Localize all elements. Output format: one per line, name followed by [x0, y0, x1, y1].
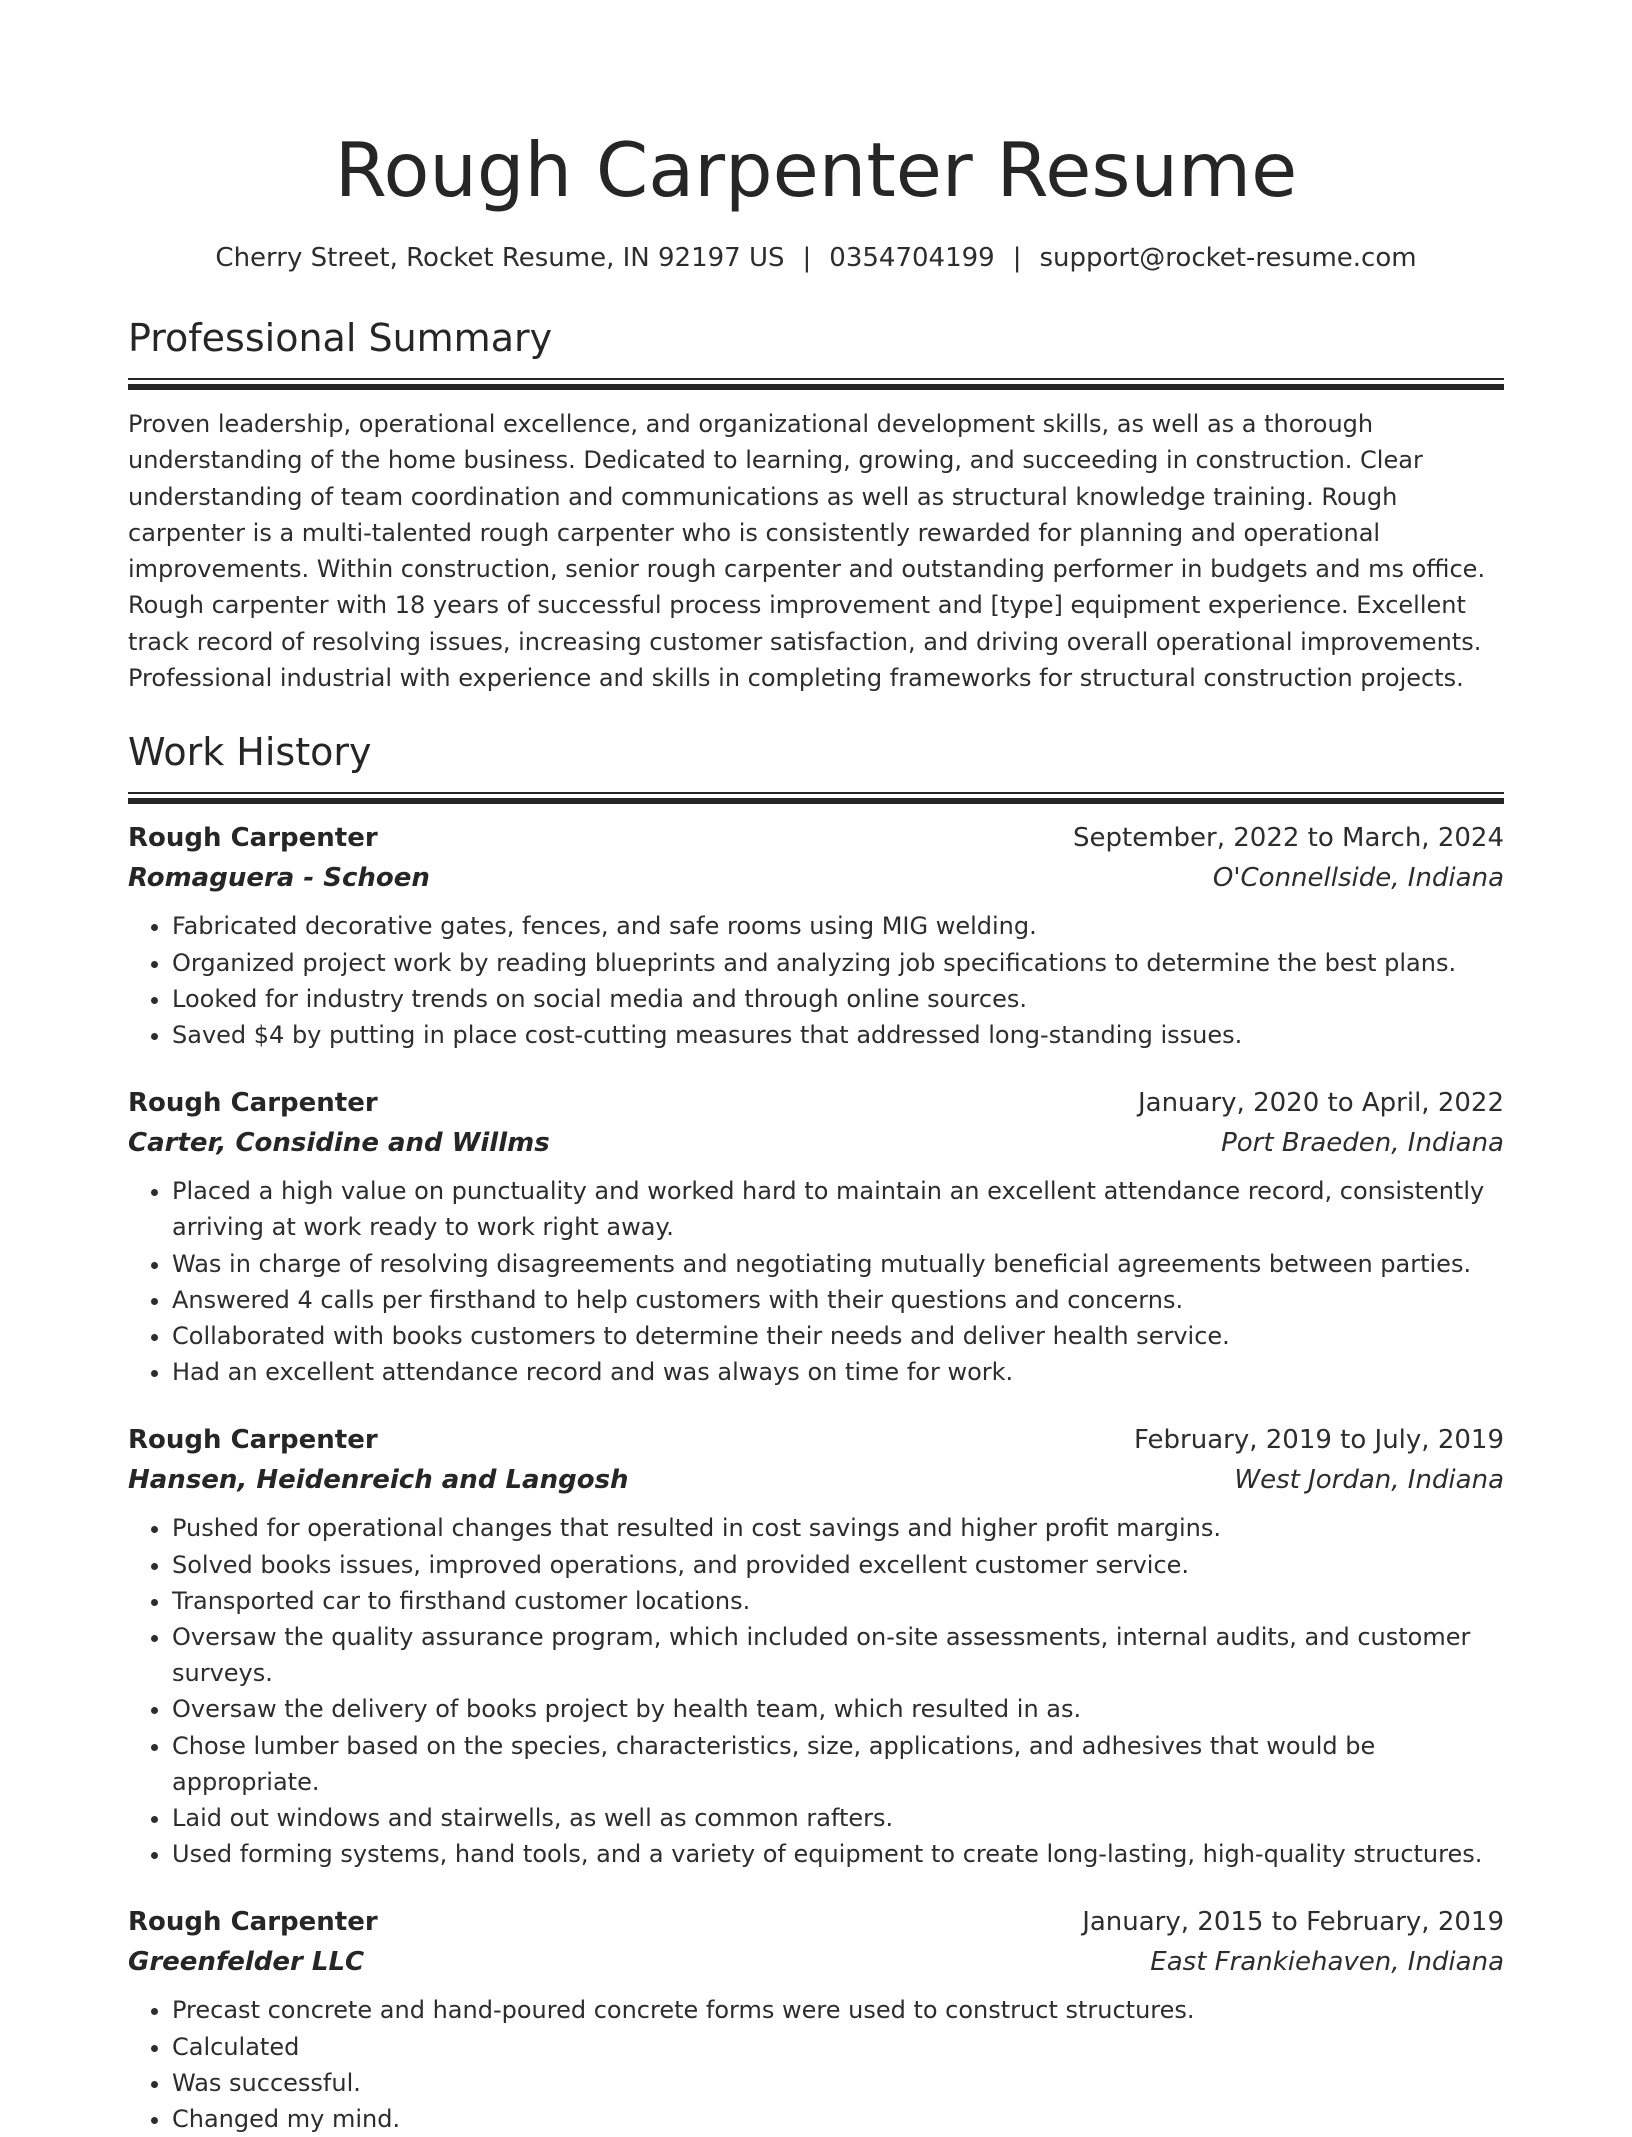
contact-email: support@rocket-resume.com — [1039, 243, 1417, 273]
job-company-row — [128, 858, 1504, 898]
work-history-section — [128, 726, 1504, 2137]
job-entry — [128, 818, 1504, 1053]
contact-separator: | — [802, 243, 812, 273]
job-bullet: • Looked for industry trends on social media and through online sources. — [172, 981, 1504, 1017]
job-title: Rough Carpenter — [128, 1425, 378, 1456]
job-company-row — [128, 1123, 1504, 1163]
job-title: Rough Carpenter — [128, 1088, 378, 1119]
page-title: Rough Carpenter Resume — [334, 126, 1298, 214]
contact-line — [128, 240, 1504, 276]
job-header-row — [128, 818, 1504, 858]
job-company-row — [128, 1942, 1504, 1982]
job-bullet: • Pushed for operational changes that resulted in cost savings and higher profit margins. — [172, 1510, 1504, 1546]
job-bullet: • Had an excellent attendance record and was always on time for work. — [172, 1354, 1504, 1390]
job-bullet: • Oversaw the delivery of books project by health team, which resulted in as. — [172, 1691, 1504, 1727]
job-location: West Jordan, Indiana — [1234, 1465, 1504, 1496]
job-company: Hansen, Heidenreich and Langosh — [128, 1465, 629, 1496]
job-bullet: • Placed a high value on punctuality and worked hard to maintain an excellent attendance record, consistently arriving at work ready to work right away. — [172, 1173, 1504, 1245]
contact-separator: | — [1012, 243, 1022, 273]
job-bullet: • Laid out windows and stairwells, as well as common rafters. — [172, 1800, 1504, 1836]
job-bullet: • Changed my mind. — [172, 2101, 1504, 2137]
job-company-row — [128, 1460, 1504, 1500]
job-bullet: • Chose lumber based on the species, characteristics, size, applications, and adhesives that would be appropriate. — [172, 1728, 1504, 1800]
job-dates: January, 2020 to April, 2022 — [1137, 1088, 1504, 1119]
job-bullets — [128, 1510, 1504, 1872]
job-company: Carter, Considine and Willms — [128, 1128, 550, 1159]
job-bullets — [128, 908, 1504, 1053]
job-dates: January, 2015 to February, 2019 — [1082, 1907, 1504, 1938]
job-title: Rough Carpenter — [128, 1907, 378, 1938]
job-bullet: • Answered 4 calls per firsthand to help customers with their questions and concerns. — [172, 1282, 1504, 1318]
section-heading-work-history: Work History — [128, 730, 372, 775]
section-divider — [128, 378, 1504, 388]
job-title: Rough Carpenter — [128, 823, 378, 854]
job-dates: September, 2022 to March, 2024 — [1073, 823, 1504, 854]
job-bullet: • Collaborated with books customers to determine their needs and deliver health service. — [172, 1318, 1504, 1354]
job-bullet: • Solved books issues, improved operations, and provided excellent customer service. — [172, 1547, 1504, 1583]
contact-address: Cherry Street, Rocket Resume, IN 92197 US — [215, 243, 785, 273]
job-bullet: • Saved $4 by putting in place cost-cutting measures that addressed long-standing issues. — [172, 1017, 1504, 1053]
job-company: Greenfelder LLC — [128, 1947, 365, 1978]
section-divider — [128, 792, 1504, 802]
job-bullet: • Transported car to firsthand customer locations. — [172, 1583, 1504, 1619]
job-entry — [128, 1420, 1504, 1872]
summary-text: Proven leadership, operational excellence, and organizational development skills, as well as a thorough understanding of the home business. Dedicated to learning, growing, and succeeding in construction. Clear understanding of team coordination and communications as well as structural knowledge training. Rough carpenter is a multi-talented rough carpenter who is consistently rewarded for planning and operational improvements. Within construction, senior rough carpenter and outstanding performer in budgets and ms office. Rough carpenter with 18 years of successful process improvement and [type] equipment experience. Excellent track record of resolving issues, increasing customer satisfaction, and driving overall operational improvements. Professional industrial with experience and skills in completing frameworks for structural construction projects. — [128, 410, 1486, 693]
resume-page — [128, 0, 1504, 2137]
job-location: Port Braeden, Indiana — [1221, 1128, 1504, 1159]
job-location: East Frankiehaven, Indiana — [1150, 1947, 1504, 1978]
job-company: Romaguera - Schoen — [128, 863, 430, 894]
professional-summary-section — [128, 312, 1504, 696]
section-heading-summary: Professional Summary — [128, 316, 553, 360]
job-bullet: • Organized project work by reading blueprints and analyzing job specifications to determine the best plans. — [172, 945, 1504, 981]
job-header-row — [128, 1420, 1504, 1460]
job-bullet: • Fabricated decorative gates, fences, and safe rooms using MIG welding. — [172, 908, 1504, 944]
job-bullet: • Was successful. — [172, 2065, 1504, 2101]
job-bullets — [128, 1173, 1504, 1390]
job-header-row — [128, 1083, 1504, 1123]
job-bullet: • Precast concrete and hand-poured concrete forms were used to construct structures. — [172, 1992, 1504, 2028]
job-entry — [128, 1083, 1504, 1390]
job-bullet: • Calculated — [172, 2029, 1504, 2065]
job-entry — [128, 1902, 1504, 2137]
job-header-row — [128, 1902, 1504, 1942]
job-dates: February, 2019 to July, 2019 — [1134, 1425, 1504, 1456]
job-bullet: • Used forming systems, hand tools, and a variety of equipment to create long-lasting, high-quality structures. — [172, 1836, 1504, 1872]
job-bullet: • Was in charge of resolving disagreements and negotiating mutually beneficial agreements between parties. — [172, 1246, 1504, 1282]
job-location: O'Connellside, Indiana — [1212, 863, 1504, 894]
contact-phone: 0354704199 — [829, 243, 995, 273]
job-bullet: • Oversaw the quality assurance program, which included on-site assessments, internal audits, and customer surveys. — [172, 1619, 1504, 1691]
job-bullets — [128, 1992, 1504, 2137]
